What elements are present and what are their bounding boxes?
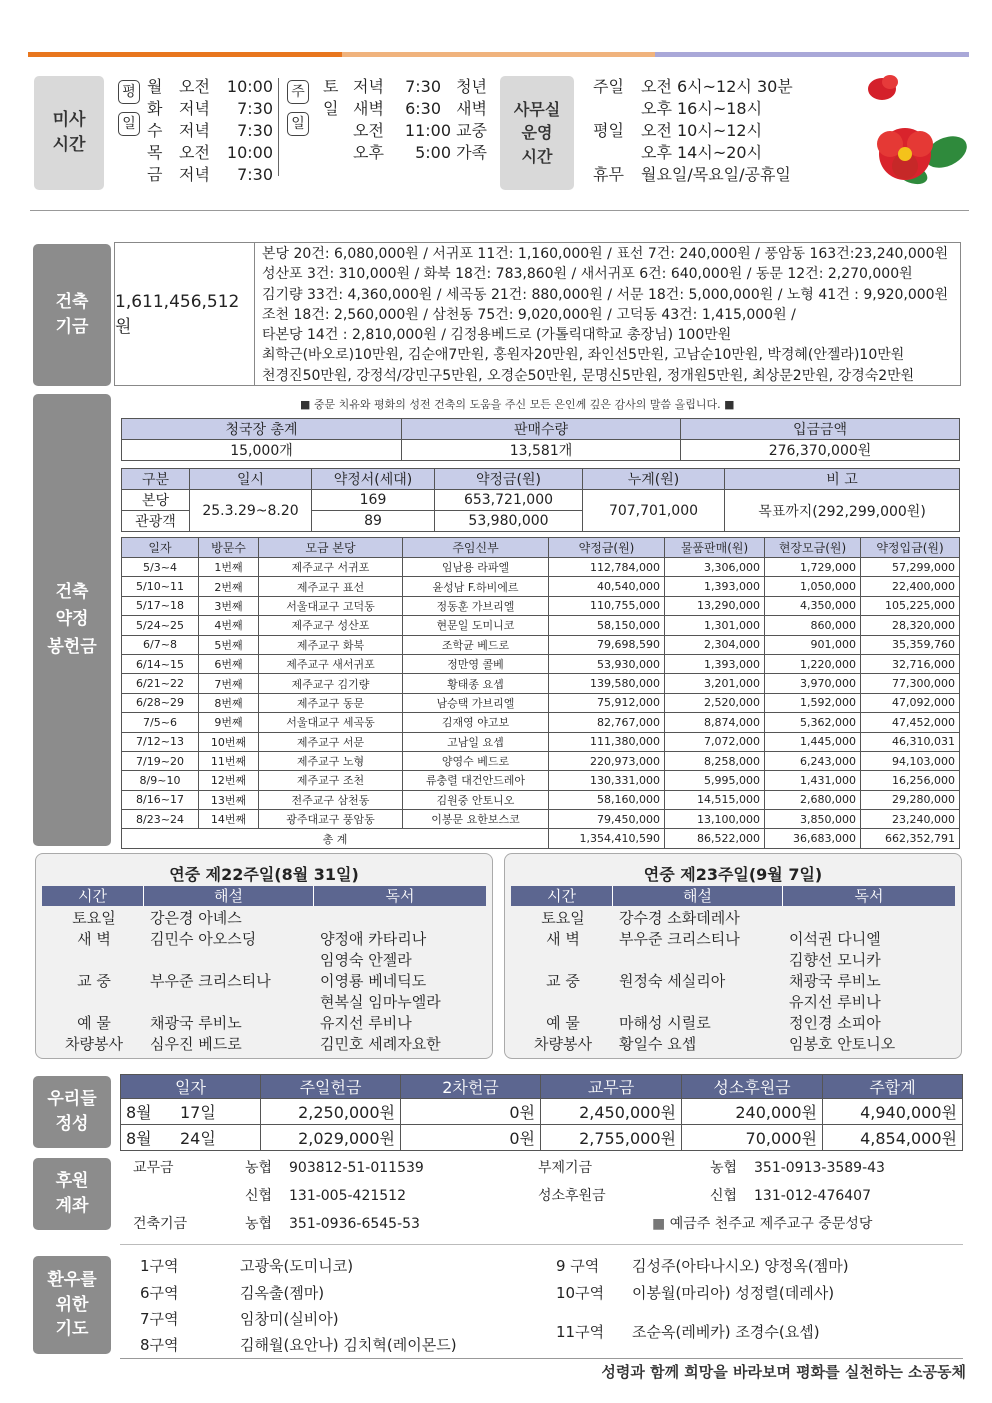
top-color-bar: [28, 52, 969, 57]
schedule-row: [511, 1013, 961, 1034]
schedule-cell: 채광국 루비노: [150, 1014, 242, 1032]
schedule-row: [42, 1034, 492, 1055]
visit-cell: 제주교구 김기량: [259, 674, 403, 693]
schedule-row: [511, 971, 961, 992]
visit-cell: 2,304,000: [665, 635, 765, 654]
mass-row: 월 오전 10:00: [147, 77, 273, 96]
schedule-box-22: 연중 제22주일(8월 31일) 시간 해설 독서 토요일 강은경 아녜스 새 벽 김민수 아오스딩 양정애 카타리나 임영숙 안젤라 교 중 부우준 크리스티나 이영룡 베네딕도 현복실 임마누엘라 예 물 채광국 루비노 유지선 루비나 차량봉사 심우진 베드로 김민호 세례자요한: [35, 853, 493, 1059]
visit-cell: 58,150,000: [549, 616, 665, 635]
divider: [30, 210, 969, 211]
visit-row: [122, 713, 960, 732]
schedule-row: [42, 971, 492, 992]
schedule-cell: 강은경 아녜스: [150, 909, 242, 927]
camellia-flower-icon: [860, 74, 970, 194]
schedule-cell: [316, 908, 486, 929]
visit-cell: 제주교구 조천: [259, 771, 403, 790]
prayer-row: 1구역 고광욱(도미니코): [140, 1257, 354, 1275]
pledge-label: 건축 약정 봉헌금: [33, 394, 111, 846]
schedule-cell: 현복실 임마누엘라: [320, 993, 441, 1011]
sunday-mass-list: [323, 76, 487, 164]
offering-row: 8월 17일 2,250,000원 0원 2,450,000원 240,000원 4,940,000원: [121, 1099, 963, 1125]
visit-cell: 1번째: [199, 558, 259, 577]
schedule-cell: 토요일: [72, 909, 116, 927]
visit-cell: 8,258,000: [665, 751, 765, 770]
schedule-cell: [42, 950, 146, 971]
visit-row: [122, 616, 960, 635]
schedule-cell: 황일수 요셉: [619, 1035, 697, 1053]
visit-cell: 광주대교구 풍암동: [259, 810, 403, 829]
offering-label: 우리들 정성: [33, 1076, 111, 1148]
schedule-cell: 새 벽: [77, 930, 111, 948]
schedule-cell: [615, 992, 785, 1013]
visit-cell: 58,160,000: [549, 790, 665, 809]
visit-cell: 57,299,000: [861, 558, 960, 577]
account-row: 교무금 농협 903812-51-011539: [133, 1160, 424, 1176]
bar-segment-lavender: [655, 52, 969, 57]
visit-cell: 정만영 콜베: [403, 654, 549, 673]
visit-cell: 14번째: [199, 810, 259, 829]
visit-cell: 고남일 요셉: [403, 732, 549, 751]
total-sales: 86,522,000: [665, 829, 765, 848]
offering-table: 일자 주일헌금 2차헌금 교무금 성소후원금 주합계 8월 17일 2,250,000원 0원 2,450,000원 240,000원 4,940,000원 8월 24일 2,029,000원 0원 2,755,000원 70,000원 4,854,000원: [120, 1074, 963, 1151]
visit-cell: 32,716,000: [861, 654, 960, 673]
visit-cell: 94,103,000: [861, 751, 960, 770]
visit-cell: 13번째: [199, 790, 259, 809]
visit-cell: 1,301,000: [665, 616, 765, 635]
visit-cell: 112,784,000: [549, 558, 665, 577]
office-row: 주일 오전 6시~12시 30분: [593, 77, 793, 96]
visit-cell: 23,240,000: [861, 810, 960, 829]
schedule-cell: 강수경 소화데레사: [619, 909, 740, 927]
visit-cell: 860,000: [765, 616, 861, 635]
account-row: 성소후원금 신협 131-012-476407: [538, 1188, 871, 1204]
prayer-row: 9 구역 김성주(아타나시오) 양정옥(젬마): [556, 1257, 849, 1275]
visit-cell: 5/10~11: [122, 577, 199, 596]
visit-cell: 1,431,000: [765, 771, 861, 790]
total-onsite: 36,683,000: [765, 829, 861, 848]
schedule-cell: [615, 950, 785, 971]
visit-cell: 이봉문 요한보스코: [403, 810, 549, 829]
visit-cell: 전주교구 삼천동: [259, 790, 403, 809]
visit-cell: 서울대교구 세곡동: [259, 713, 403, 732]
schedule-cell: 부우준 크리스티나: [150, 972, 271, 990]
schedule-cell: [146, 992, 316, 1013]
visit-cell: 16,256,000: [861, 771, 960, 790]
visit-cell: 1,729,000: [765, 558, 861, 577]
visit-cell: 6/21~22: [122, 674, 199, 693]
building-fund-details: [262, 244, 948, 386]
visit-cell: 7번째: [199, 674, 259, 693]
schedule-cell: 차량봉사: [534, 1035, 592, 1053]
visit-cell: 현문일 도미니코: [403, 616, 549, 635]
visit-cell: 1,050,000: [765, 577, 861, 596]
prayer-row: 10구역 이봉월(마리아) 성정렬(데레사): [556, 1284, 835, 1302]
schedule-row: [42, 950, 492, 971]
schedule-cell: 새 벽: [546, 930, 580, 948]
parish-visit-table: 일자 방문수 모금 본당 주임신부 약정금(원) 물품판매(원) 현장모금(원) 약정입금(원) 5/3~4 1번째 제주교구 서귀포 임남용 라파엘 112,784,000 3,306,000 1,729,000 57,299,000 5/10~11 2번째 제주교구 표선 윤성남 F.하비에르 40,540,000 1,393,000 1,050,000 22,400,000 5/17~18 3번째 서울대교구 고덕동 정동훈 가브리엘 110,755,000 13,290,000 4,350,000 105,225,000 5/24~25 4번째 제주교구 성산포 현문일 도미니코 58,150,000 1,301,000 860,000 28,320,000 6/7~8 5번째 제주교구 화북 조학균 베드로 79,698,590 2,304,000 901,000 35,359,760 6/14~15 6번째 제주교구 새서귀포 정만영 콜베 53,930,000 1,393,000 1,220,000 32,716,000 6/21~22 7번째 제주교구 김기량 황태종 요셉 139,580,000 3,201,000 3,970,000 77,300,000 6/28~29 8번째 제주교구 동문 남승택 가브리엘 75,912,000 2,520,000 1,592,000 47,092,000 7/5~6 9번째 서울대교구 세곡동 김재영 야고보 82,767,000 8,874,000 5,362,000 47,452,000 7/12~13 10번째 제주교구 서문 고남일 요셉 111,380,000 7,072,000 1,445,000 46,310,031 7/19~20 11번째 제주교구 노형 양영수 베드로 220,973,000 8,258,000 6,243,000 94,103,000 8/9~10 12번째 제주교구 조천 류충렬 대건안드레아 130,331,000 5,995,000 1,431,000 16,256,000 8/16~17 13번째 전주교구 삼천동 김원중 안토니오 58,160,000 14,515,000 2,680,000 29,280,000 8/23~24 14번째 광주대교구 풍암동 이봉문 요한보스코 79,450,000 13,100,000 3,850,000 23,240,000 총 계 1,354,410,590 86,522,000 36,683,000 662,352,791: [121, 537, 960, 849]
visit-cell: 40,540,000: [549, 577, 665, 596]
weekday-mass-list: [147, 76, 273, 186]
visit-row: [122, 771, 960, 790]
visit-cell: 3번째: [199, 596, 259, 615]
visit-cell: 3,201,000: [665, 674, 765, 693]
schedule-title: 연중 제22주일(8월 31일): [169, 865, 359, 884]
parish-motto: 성령과 함께 희망을 바라보며 평화를 실천하는 소공동체: [601, 1363, 966, 1381]
visit-cell: 29,280,000: [861, 790, 960, 809]
schedule-cell: 원정숙 세실리아: [619, 972, 726, 990]
visit-cell: 5,362,000: [765, 713, 861, 732]
visit-cell: 1,393,000: [665, 654, 765, 673]
visit-cell: 6/28~29: [122, 693, 199, 712]
prayer-row: 11구역 조순옥(레베카) 조경수(요셉): [556, 1323, 820, 1341]
schedule-cell: 임영숙 안젤라: [320, 951, 412, 969]
visit-cell: 77,300,000: [861, 674, 960, 693]
fund-line: 천경진50만원, 강정석/강민구5만원, 오경순50만원, 문명신5만원, 정개원5만원, 최상문2만원, 강경숙2만원: [262, 367, 915, 384]
prayer-row: 8구역 김해월(요안나) 김치혁(레이몬드): [140, 1336, 457, 1354]
visit-cell: 139,580,000: [549, 674, 665, 693]
mass-row: 목 오전 10:00: [147, 143, 273, 162]
visit-cell: 7,072,000: [665, 732, 765, 751]
pledge-summary-table: 구분 일시 약정서(세대) 약정금(원) 누계(원) 비 고 본당 25.3.29~8.20 169 653,721,000 707,701,000 목표까지(292,299,000원) 관광객 89 53,980,000: [121, 468, 960, 532]
visit-cell: 13,290,000: [665, 596, 765, 615]
mass-label: 미사 시간: [34, 76, 104, 190]
visit-cell: 47,452,000: [861, 713, 960, 732]
visit-cell: 제주교구 서문: [259, 732, 403, 751]
visit-cell: 79,450,000: [549, 810, 665, 829]
visit-cell: 남승택 가브리엘: [403, 693, 549, 712]
visit-cell: 53,930,000: [549, 654, 665, 673]
visit-cell: 황태종 요셉: [403, 674, 549, 693]
prayer-row: 6구역 김옥출(젬마): [140, 1284, 325, 1302]
schedule-cell: 심우진 베드로: [150, 1035, 242, 1053]
visit-cell: 7/12~13: [122, 732, 199, 751]
visit-cell: 제주교구 표선: [259, 577, 403, 596]
visit-cell: 양영수 베드로: [403, 751, 549, 770]
mass-row: 수 저녁 7:30: [147, 121, 273, 140]
building-fund-total: 1,611,456,512원: [115, 243, 255, 385]
visit-cell: 35,359,760: [861, 635, 960, 654]
visit-cell: 8/23~24: [122, 810, 199, 829]
prayer-row: 7구역 임창미(실비아): [140, 1310, 339, 1328]
visit-row: [122, 577, 960, 596]
schedule-box-23: 연중 제23주일(9월 7일) 시간 해설 독서 토요일 강수경 소화데레사 새 벽 부우준 크리스티나 이석권 다니엘 김향선 모니카 교 중 원정숙 세실리아 채광국 루비노 유지선 루비나 예 물 마해성 시릴로 정인경 소피아 차량봉사 황일수 요셉 임봉호 안토니오: [504, 853, 962, 1059]
office-row: 휴무 월요일/목요일/공휴일: [593, 165, 791, 184]
visit-cell: 5/3~4: [122, 558, 199, 577]
visit-row: [122, 810, 960, 829]
visit-cell: 김재영 야고보: [403, 713, 549, 732]
fund-line: 타본당 14건 : 2,810,000원 / 김정용베드로 (가톨릭대학교 총장님) 100만원: [262, 327, 732, 344]
visit-cell: 5/24~25: [122, 616, 199, 635]
visit-cell: 임남용 라파엘: [403, 558, 549, 577]
bar-segment-peach: [342, 52, 656, 57]
schedule-title: 연중 제23주일(9월 7일): [643, 865, 823, 884]
visit-cell: 2,520,000: [665, 693, 765, 712]
visit-cell: 1,220,000: [765, 654, 861, 673]
account-holder: ■ 예금주 천주교 제주교구 중문성당: [652, 1216, 873, 1232]
visit-cell: 130,331,000: [549, 771, 665, 790]
schedule-cell: 예 물: [546, 1014, 580, 1032]
schedule-cell: 이석권 다니엘: [789, 930, 881, 948]
visit-cell: 79,698,590: [549, 635, 665, 654]
visit-row: [122, 654, 960, 673]
visit-cell: 7/5~6: [122, 713, 199, 732]
schedule-row: [511, 950, 961, 971]
office-hours-label: 사무실 운영 시간: [500, 76, 574, 190]
visit-cell: 제주교구 새서귀포: [259, 654, 403, 673]
schedule-cell: 유지선 루비나: [320, 1014, 412, 1032]
visit-cell: 8/16~17: [122, 790, 199, 809]
schedule-cell: 교 중: [77, 972, 111, 990]
visit-cell: 105,225,000: [861, 596, 960, 615]
mass-row: 오후 5:00 가족: [353, 143, 487, 162]
schedule-cell: 토요일: [541, 909, 585, 927]
schedule-row: [42, 908, 492, 929]
fund-line: 성산포 3건: 310,000원 / 화북 18건: 783,860원 / 새서귀포 6건: 640,000원 / 동문 12건: 2,270,000원: [262, 266, 913, 283]
schedule-cell: 유지선 루비나: [789, 993, 881, 1011]
visit-row: [122, 790, 960, 809]
visit-cell: 제주교구 서귀포: [259, 558, 403, 577]
schedule-cell: 채광국 루비노: [789, 972, 881, 990]
visit-cell: 111,380,000: [549, 732, 665, 751]
visit-cell: 14,515,000: [665, 790, 765, 809]
schedule-row: [511, 1034, 961, 1055]
visit-cell: 정동훈 가브리엘: [403, 596, 549, 615]
visit-cell: 28,320,000: [861, 616, 960, 635]
total-deposit: 662,352,791: [861, 829, 960, 848]
mass-row: 금 저녁 7:30: [147, 165, 273, 184]
total-label: 총 계: [122, 829, 549, 848]
visit-cell: 류충렬 대건안드레아: [403, 771, 549, 790]
visit-cell: 9번째: [199, 713, 259, 732]
visit-cell: 3,970,000: [765, 674, 861, 693]
visit-cell: 2번째: [199, 577, 259, 596]
visit-row: [122, 751, 960, 770]
visit-cell: 6/14~15: [122, 654, 199, 673]
soybean-sales-table: 청국장 총계 판매수량 입금금액 15,000개 13,581개 276,370,000원: [121, 418, 960, 461]
schedule-cell: 이영룡 베네딕도: [320, 972, 427, 990]
mass-row: 화 저녁 7:30: [147, 99, 273, 118]
bullet-icon: ■: [300, 398, 314, 411]
schedule-cell: 마해성 시릴로: [619, 1014, 711, 1032]
visit-cell: 6번째: [199, 654, 259, 673]
schedule-cell: [42, 992, 146, 1013]
visit-cell: 2,680,000: [765, 790, 861, 809]
visit-cell: 제주교구 화북: [259, 635, 403, 654]
account-row: 부제기금 농협 351-0913-3589-43: [538, 1160, 885, 1176]
schedule-row: [511, 929, 961, 950]
prayer-label: 환우를 위한 기도: [33, 1256, 111, 1354]
visit-cell: 220,973,000: [549, 751, 665, 770]
schedule-cell: [511, 950, 615, 971]
schedule-cell: 교 중: [546, 972, 580, 990]
visit-cell: 22,400,000: [861, 577, 960, 596]
visit-cell: 제주교구 노형: [259, 751, 403, 770]
visit-cell: 47,092,000: [861, 693, 960, 712]
visit-cell: 46,310,031: [861, 732, 960, 751]
visit-cell: 1,393,000: [665, 577, 765, 596]
schedule-cell: 차량봉사: [65, 1035, 123, 1053]
visit-cell: 6,243,000: [765, 751, 861, 770]
visit-cell: 8/9~10: [122, 771, 199, 790]
weekday-tag: 평 일: [118, 80, 140, 136]
schedule-cell: [785, 908, 955, 929]
visit-row: [122, 693, 960, 712]
schedule-row: [511, 908, 961, 929]
visit-cell: 901,000: [765, 635, 861, 654]
visit-cell: 7/19~20: [122, 751, 199, 770]
divider: [120, 1244, 963, 1245]
visit-row: [122, 596, 960, 615]
visit-cell: 82,767,000: [549, 713, 665, 732]
visit-row: [122, 732, 960, 751]
schedule-cell: 양정애 카타리나: [320, 930, 427, 948]
building-fund-label: 건축 기금: [33, 244, 111, 386]
visit-cell: 1,592,000: [765, 693, 861, 712]
box-icon: ■: [652, 1216, 666, 1232]
office-hours-list: [593, 76, 793, 186]
visit-cell: 12번째: [199, 771, 259, 790]
mass-row: 토 저녁 7:30 청년: [323, 77, 487, 96]
visit-row: [122, 635, 960, 654]
bullet-icon: ■: [720, 398, 735, 411]
fund-line: 조천 18건: 2,560,000원 / 삼천동 75건: 9,020,000원 / 고덕동 43건: 1,415,000원 /: [262, 306, 796, 323]
visit-cell: 4번째: [199, 616, 259, 635]
office-row: 평일 오전 10시~12시: [593, 121, 763, 140]
mass-row: 일 새벽 6:30 새벽: [323, 99, 487, 118]
visit-cell: 8,874,000: [665, 713, 765, 732]
schedule-cell: 김향선 모니카: [789, 951, 881, 969]
account-row: 건축기금 농협 351-0936-6545-53: [133, 1216, 420, 1232]
schedule-cell: 예 물: [77, 1014, 111, 1032]
fund-line: 본당 20건: 6,080,000원 / 서귀포 11건: 1,160,000원 / 표선 7건: 240,000원 / 풍암동 163건:23,240,000원: [262, 246, 949, 262]
schedule-row: [42, 1013, 492, 1034]
divider: [120, 1358, 963, 1359]
accounts-label: 후원 계좌: [33, 1158, 111, 1230]
fund-line: 최학근(바오로)10만원, 김순애7만원, 홍원자20만원, 좌인선5만원, 고남순10만원, 박경혜(안젤라)10만원: [262, 347, 905, 364]
visit-cell: 조학균 베드로: [403, 635, 549, 654]
visit-cell: 11번째: [199, 751, 259, 770]
offering-row: 8월 24일 2,029,000원 0원 2,755,000원 70,000원 4,854,000원: [121, 1125, 963, 1151]
visit-cell: 3,850,000: [765, 810, 861, 829]
total-pledge: 1,354,410,590: [549, 829, 665, 848]
visit-cell: 5번째: [199, 635, 259, 654]
visit-cell: 윤성남 F.하비에르: [403, 577, 549, 596]
fund-line: 김기량 33건: 4,360,000원 / 세곡동 21건: 880,000원 / 서문 18건: 5,000,000원 / 노형 41건 : 9,920,000원: [262, 286, 949, 303]
schedule-cell: 임봉호 안토니오: [789, 1035, 896, 1053]
mass-row: 오전 11:00 교중: [353, 121, 487, 140]
visit-cell: 5,995,000: [665, 771, 765, 790]
office-row: 오후 14시~20시: [641, 143, 763, 162]
sunday-tag: 주 일: [287, 80, 309, 136]
schedule-row: [511, 992, 961, 1013]
schedule-cell: 김민수 아오스딩: [150, 930, 257, 948]
schedule-cell: 정인경 소피아: [789, 1014, 881, 1032]
bar-segment-orange: [28, 52, 342, 57]
schedule-cell: [146, 950, 316, 971]
visit-cell: 1,445,000: [765, 732, 861, 751]
office-row: 오후 16시~18시: [641, 99, 763, 118]
divider-vertical: [278, 78, 279, 176]
schedule-cell: 부우준 크리스티나: [619, 930, 740, 948]
visit-cell: 제주교구 성산포: [259, 616, 403, 635]
schedule-row: [42, 929, 492, 950]
visit-row: [122, 558, 960, 577]
visit-cell: 13,100,000: [665, 810, 765, 829]
visit-cell: 김원중 안토니오: [403, 790, 549, 809]
schedule-row: [42, 992, 492, 1013]
visit-cell: 110,755,000: [549, 596, 665, 615]
visit-cell: 8번째: [199, 693, 259, 712]
visit-cell: 10번째: [199, 732, 259, 751]
schedule-cell: [511, 992, 615, 1013]
account-row: 신협 131-005-421512: [245, 1188, 406, 1204]
visit-cell: 3,306,000: [665, 558, 765, 577]
visit-cell: 서울대교구 고덕동: [259, 596, 403, 615]
visit-row: [122, 674, 960, 693]
visit-cell: 4,350,000: [765, 596, 861, 615]
visit-cell: 75,912,000: [549, 693, 665, 712]
building-fund-box: [114, 242, 961, 386]
pledge-thanks: ■ 중문 치유와 평화의 성전 건축의 도움을 주신 모든 은인께 깊은 감사의 말씀 올립니다. ■: [300, 398, 735, 411]
visit-cell: 제주교구 동문: [259, 693, 403, 712]
visit-cell: 5/17~18: [122, 596, 199, 615]
visit-cell: 6/7~8: [122, 635, 199, 654]
schedule-cell: 김민호 세례자요한: [320, 1035, 441, 1053]
